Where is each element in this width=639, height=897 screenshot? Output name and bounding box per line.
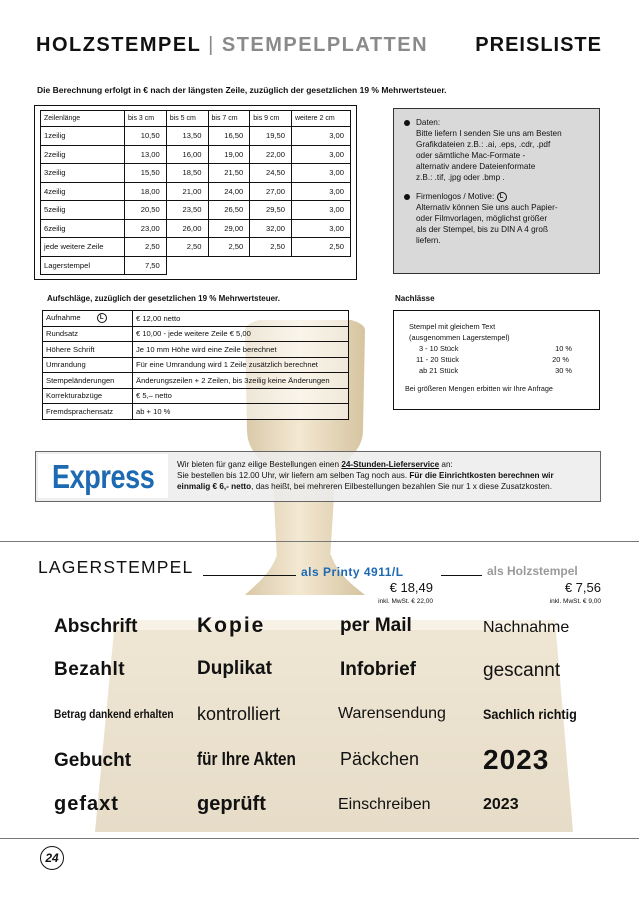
express-service-name: 24-Stunden-Lieferservice xyxy=(341,460,440,469)
surcharge-key: Korrekturabzüge xyxy=(43,388,133,404)
table-row xyxy=(43,326,349,342)
stamp-word: gefaxt xyxy=(54,793,119,815)
price-cell: 2,50 xyxy=(250,238,292,257)
bullet-icon xyxy=(404,194,410,200)
info-body: Bitte liefern I senden Sie uns am Besten Grafikdateien z.B.: .ai, .eps, .cdr, .pdf oder sämtliche Mac-Formate - alternativ andere Dateienformate z.B.: .tif, .jpg oder .bmp . xyxy=(416,129,562,182)
price-cell: 21,50 xyxy=(208,164,250,183)
info-box xyxy=(393,108,600,274)
stamp-word: für Ihre Akten xyxy=(197,749,296,769)
text: Sie bestellen bis 12.00 Uhr, wir liefern am selben Tag noch aus. xyxy=(177,471,410,481)
info-item-daten xyxy=(402,117,591,183)
express-line xyxy=(177,459,597,470)
list-item xyxy=(409,354,591,365)
text: an: xyxy=(439,460,453,469)
text: , das heißt, bei mehreren Eilbestellungen bezahlen Sie nur 1 x diese Zusatzkosten. xyxy=(251,482,552,492)
divider-line xyxy=(441,575,482,576)
page-number: 24 xyxy=(40,846,64,870)
holz-label: als Holzstempel xyxy=(487,564,578,578)
discount-pct: 30 % xyxy=(555,366,572,375)
table-row xyxy=(43,388,349,404)
express-line xyxy=(177,470,597,481)
surcharges-title: Aufschläge, zuzüglich der gesetzlichen 19 % Mehrwertsteuer. xyxy=(47,294,280,303)
price-cell: 19,50 xyxy=(250,127,292,146)
table-row xyxy=(41,238,351,257)
stamp-word: Päckchen xyxy=(340,749,420,769)
price-cell: 32,00 xyxy=(250,219,292,238)
price-cell: 13,00 xyxy=(125,145,167,164)
text: Wir bieten für ganz eilige Bestellungen einen xyxy=(177,460,342,469)
price-cell: 2,50 xyxy=(166,238,208,257)
stamp-word: Warensendung xyxy=(338,705,446,722)
express-logo-text: Express xyxy=(52,458,155,495)
table-row xyxy=(43,357,349,373)
price-table xyxy=(40,110,351,275)
price-cell: 3,00 xyxy=(292,164,351,183)
express-logo xyxy=(38,454,168,498)
logo-mark-icon: L xyxy=(497,192,507,202)
printy-price: € 18,49 xyxy=(389,580,433,595)
price-cell: 2,50 xyxy=(125,238,167,257)
stamp-word: Gebucht xyxy=(54,750,132,771)
surcharge-key: Stempeländerungen xyxy=(43,373,133,389)
table-row xyxy=(41,182,351,201)
list-item xyxy=(409,365,591,376)
price-cell: 3,00 xyxy=(292,182,351,201)
price-cell: 18,50 xyxy=(166,164,208,183)
stamp-word: Infobrief xyxy=(340,659,416,680)
price-cell: 21,00 xyxy=(166,182,208,201)
stamp-word: Einschreiben xyxy=(338,796,431,813)
price-cell: 16,00 xyxy=(166,145,208,164)
table-row xyxy=(41,164,351,183)
price-cell: 26,50 xyxy=(208,201,250,220)
price-cell: 23,00 xyxy=(125,219,167,238)
price-cell: 3,00 xyxy=(292,127,351,146)
price-cell: 20,50 xyxy=(125,201,167,220)
discounts-note: Bei größeren Mengen erbitten wir Ihre Anfrage xyxy=(405,384,553,393)
surcharge-value: Je 10 mm Höhe wird eine Zeile berechnet xyxy=(133,342,349,358)
surcharge-key: Fremdsprachensatz xyxy=(43,404,133,420)
price-cell: 22,00 xyxy=(250,145,292,164)
printy-price-gross: inkl. MwSt. € 22,00 xyxy=(378,598,433,605)
price-table-box xyxy=(34,105,357,280)
express-box xyxy=(35,451,601,502)
discounts-title: Nachlässe xyxy=(395,294,435,303)
row-label: 6zeilig xyxy=(41,219,125,238)
discount-qty: ab 21 Stück xyxy=(419,366,459,375)
text: einmalig € 6,- netto xyxy=(177,482,252,492)
stamp-word: 2023 xyxy=(483,744,550,775)
surcharge-value: € 12,00 netto xyxy=(133,311,349,327)
discounts-intro-note: (ausgenommen Lagerstempel) xyxy=(409,333,510,342)
info-item-logos xyxy=(402,191,591,246)
col-header: Zeilenlänge xyxy=(41,111,125,127)
stamp-word: kontrolliert xyxy=(197,704,281,724)
page-title xyxy=(36,34,428,57)
table-row xyxy=(41,127,351,146)
price-cell: 3,00 xyxy=(292,201,351,220)
surcharge-key: Rundsatz xyxy=(43,326,133,342)
row-label: 2zeilig xyxy=(41,145,125,164)
bullet-icon xyxy=(404,120,410,126)
surcharges-table xyxy=(42,310,349,420)
surcharge-value: € 10,00 - jede weitere Zeile € 5,00 xyxy=(133,326,349,342)
row-label: 1zeilig xyxy=(41,127,125,146)
price-cell: 2,50 xyxy=(292,238,351,257)
express-line xyxy=(177,481,597,492)
price-cell: 26,00 xyxy=(166,219,208,238)
holz-price-gross: inkl. MwSt. € 9,00 xyxy=(549,598,601,605)
discount-pct: 20 % xyxy=(552,355,569,364)
price-cell: 27,00 xyxy=(250,182,292,201)
stamp-word: Bezahlt xyxy=(54,659,126,680)
price-cell: 19,00 xyxy=(208,145,250,164)
empty-cell xyxy=(166,256,350,275)
discounts-intro: Stempel mit gleichem Text xyxy=(409,322,496,331)
info-head-text: Firmenlogos / Motive: xyxy=(416,192,495,201)
stamp-word: Nachnahme xyxy=(483,619,570,636)
stamp-word: gescannt xyxy=(483,660,561,681)
stamp-word: geprüft xyxy=(197,793,266,815)
title-separator: | xyxy=(208,34,215,56)
info-head: Daten: xyxy=(416,118,441,127)
price-cell: 24,00 xyxy=(208,182,250,201)
surcharge-value: ab + 10 % xyxy=(133,404,349,420)
price-cell: 18,00 xyxy=(125,182,167,201)
intro-text: Die Berechnung erfolgt in € nach der längsten Zeile, zuzüglich der gesetzlichen 19 % Mehrwertsteuer. xyxy=(37,85,447,95)
title-preisliste: PREISLISTE xyxy=(475,34,602,56)
table-row xyxy=(41,201,351,220)
divider-line xyxy=(203,575,296,576)
price-cell: 29,50 xyxy=(250,201,292,220)
stamp-word: Kopie xyxy=(197,614,266,637)
price-cell: 16,50 xyxy=(208,127,250,146)
price-cell: 10,50 xyxy=(125,127,167,146)
logo-mark-icon: L xyxy=(97,313,107,323)
table-row xyxy=(43,404,349,420)
price-cell: 24,50 xyxy=(250,164,292,183)
row-label: 3zeilig xyxy=(41,164,125,183)
stamp-word: per Mail xyxy=(340,615,412,636)
col-header: bis 3 cm xyxy=(125,111,167,127)
table-row xyxy=(41,145,351,164)
price-table-header xyxy=(41,111,351,127)
price-cell: 3,00 xyxy=(292,219,351,238)
row-label: 4zeilig xyxy=(41,182,125,201)
discount-pct: 10 % xyxy=(555,344,572,353)
holz-price: € 7,56 xyxy=(564,580,601,595)
text: Für die Einrichtkosten berechnen wir xyxy=(409,471,554,481)
divider xyxy=(0,541,639,542)
info-head xyxy=(416,191,591,202)
price-cell: 7,50 xyxy=(125,256,167,275)
price-cell: 13,50 xyxy=(166,127,208,146)
row-label: 5zeilig xyxy=(41,201,125,220)
col-header: bis 7 cm xyxy=(208,111,250,127)
surcharge-value: Für eine Umrandung wird 1 Zeile zusätzlich berechnet xyxy=(133,357,349,373)
price-cell: 3,00 xyxy=(292,145,351,164)
surcharge-value: Änderungszeilen + 2 Zeilen, bis 3zeilig keine Änderungen xyxy=(133,373,349,389)
table-row-lagerstempel xyxy=(41,256,351,275)
stamp-word: Abschrift xyxy=(54,616,138,637)
table-row xyxy=(43,373,349,389)
surcharge-key: Höhere Schrift xyxy=(43,342,133,358)
price-cell: 23,50 xyxy=(166,201,208,220)
discount-qty: 11 - 20 Stück xyxy=(416,355,459,364)
printy-label: als Printy 4911/L xyxy=(301,565,404,579)
discounts-box xyxy=(393,310,600,410)
lagerstempel-title: LAGERSTEMPEL xyxy=(38,557,194,577)
table-row xyxy=(43,342,349,358)
divider xyxy=(0,838,639,839)
price-cell: 15,50 xyxy=(125,164,167,183)
info-body: Alternativ können Sie uns auch Papier- oder Filmvorlagen, möglichst größer als der Stempel, bis zu DIN A 4 groß liefern. xyxy=(416,203,558,245)
list-item xyxy=(409,343,591,354)
surcharge-key xyxy=(43,311,133,327)
title-holzstempel: HOLZSTEMPEL xyxy=(36,34,202,56)
col-header: bis 9 cm xyxy=(250,111,292,127)
price-cell: 2,50 xyxy=(208,238,250,257)
table-row xyxy=(43,311,349,327)
surcharge-key-text: Aufnahme xyxy=(46,313,81,323)
col-header: bis 5 cm xyxy=(166,111,208,127)
discount-qty: 3 - 10 Stück xyxy=(419,344,459,353)
surcharge-value: € 5,– netto xyxy=(133,388,349,404)
surcharge-key: Umrandung xyxy=(43,357,133,373)
stamp-word: 2023 xyxy=(483,796,519,813)
stamp-word: Duplikat xyxy=(197,658,272,679)
table-row xyxy=(41,219,351,238)
row-label: jede weitere Zeile xyxy=(41,238,125,257)
stamp-word: Betrag dankend erhalten xyxy=(54,707,174,721)
express-text xyxy=(177,459,597,493)
row-label: Lagerstempel xyxy=(41,256,125,275)
price-cell: 29,00 xyxy=(208,219,250,238)
stamp-word: Sachlich richtig xyxy=(483,706,577,722)
title-stempelplatten: STEMPELPLATTEN xyxy=(221,34,429,56)
col-header: weitere 2 cm xyxy=(292,111,351,127)
